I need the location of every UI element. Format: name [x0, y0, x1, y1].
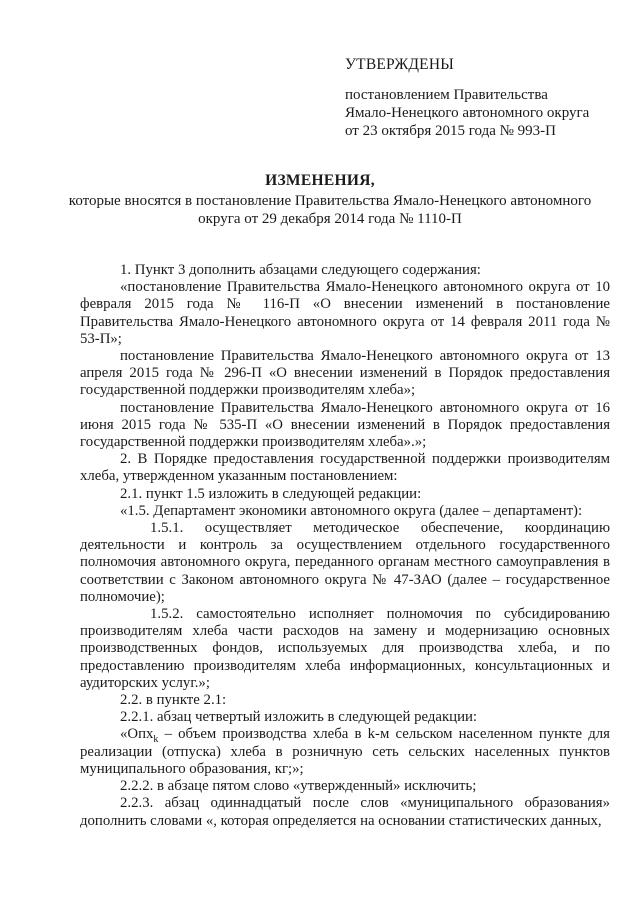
- document-title: ИЗМЕНЕНИЯ,: [265, 172, 375, 189]
- paragraph-8: 1.5.1. осуществляет методическое обеспечение, координацию деятельности и контроль за осуществлением отдельного государственного полномочия автономного округа, переданного органам местного самоуправления в соответствии с Законом автономного округа № 47-ЗАО (далее – государственное полномочие);: [80, 520, 610, 605]
- paragraph-14: 2.2.3. абзац одиннадцатый после слов «муниципального образования» дополнить словами «, которая определяется на основании статистических данных,: [80, 795, 610, 829]
- paragraph-2: «постановление Правительства Ямало-Ненецкого автономного округа от 10 февраля 2015 года № 116-П «О внесении изменений в постановление Правительства Ямало-Ненецкого автономного округа от 14 февраля 2011 года № 53-П»;: [80, 279, 610, 347]
- paragraph-12-rest: – объем производства хлеба в k-м сельском населенном пункте для реализации (отпуска) хлеба в розничную сеть сельских населенных пунктов муниципального образования, кг;»;: [80, 726, 610, 777]
- paragraph-6: 2.1. пункт 1.5 изложить в следующей редакции:: [120, 485, 422, 502]
- document-body: [80, 262, 610, 830]
- paragraph-10: 2.2. в пункте 2.1:: [120, 692, 227, 709]
- approval-line-3: от 23 октября 2015 года № 993-П: [345, 123, 557, 139]
- paragraph-13: 2.2.2. в абзаце пятом слово «утвержденный» исключить;: [120, 778, 477, 795]
- paragraph-5: 2. В Порядке предоставления государственной поддержки производителям хлеба, утвержденном указанным постановлением:: [80, 451, 610, 485]
- paragraph-7: «1.5. Департамент экономики автономного округа (далее – департамент):: [120, 502, 583, 519]
- paragraph-11: 2.2.1. абзац четвертый изложить в следующей редакции:: [120, 709, 478, 726]
- approval-heading: УТВЕРЖДЕНЫ: [345, 56, 454, 73]
- paragraph-12-start: «Опх: [120, 726, 154, 743]
- paragraph-3: постановление Правительства Ямало-Ненецкого автономного округа от 13 апреля 2015 года № 296-П «О внесении изменений в Порядок предоставления государственной поддержки производителям хлеба»;: [80, 348, 610, 399]
- paragraph-12: [80, 726, 610, 778]
- document-subtitle: которые вносятся в постановление Правительства Ямало-Ненецкого автономного округа от 29 декабря 2014 года № 1110-П: [68, 193, 592, 227]
- paragraph-9: 1.5.2. самостоятельно исполняет полномочия по субсидированию производителям хлеба части расходов на замену и модернизацию основных производственных фондов, используемых для производства хлеба, и по предоставлению производителям хлеба информационных, консультационных и аудиторских услуг.»;: [80, 606, 610, 691]
- paragraph-1: 1. Пункт 3 дополнить абзацами следующего содержания:: [120, 262, 481, 278]
- approval-block: [345, 56, 615, 140]
- approval-line-1: постановлением Правительства: [345, 87, 548, 103]
- paragraph-12-subscript: k: [153, 734, 159, 746]
- approval-line-2: Ямало-Ненецкого автономного округа: [345, 105, 590, 121]
- paragraph-4: постановление Правительства Ямало-Ненецкого автономного округа от 16 июня 2015 года № 535-П «О внесении изменений в Порядок предоставления государственной поддержки производителям хлеба».»;: [80, 399, 610, 451]
